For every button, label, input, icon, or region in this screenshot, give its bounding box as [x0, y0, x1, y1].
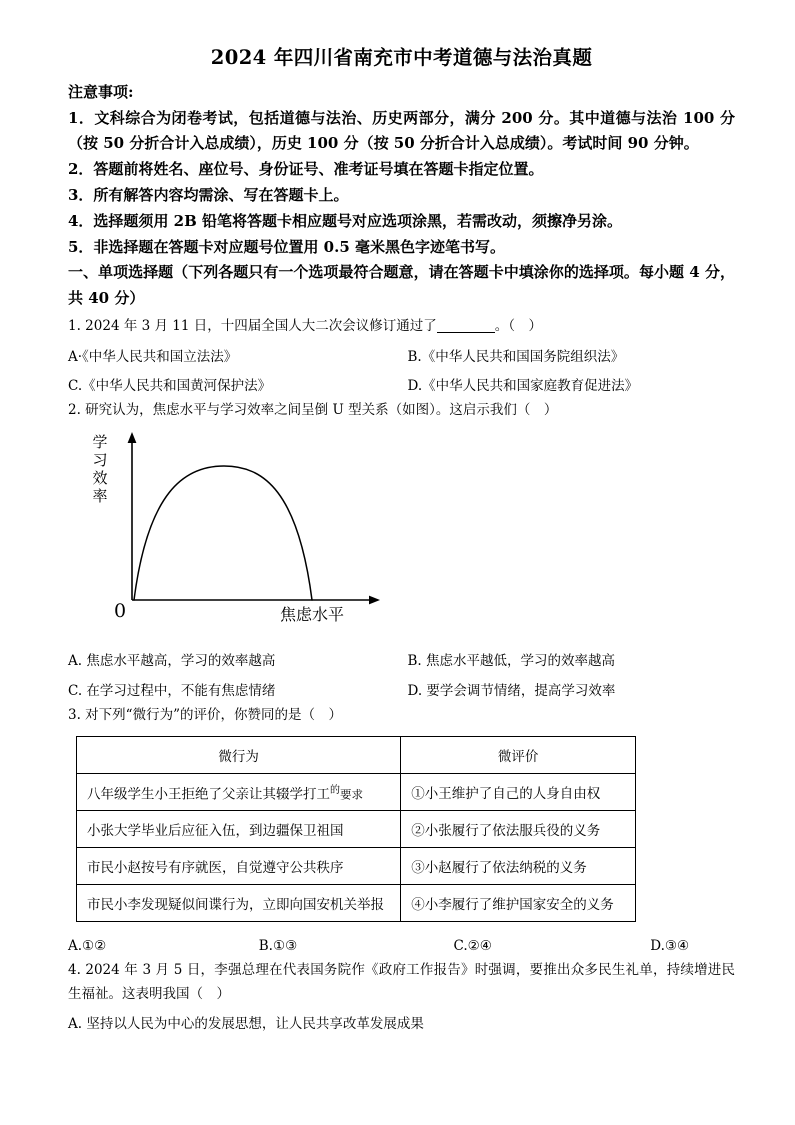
- y-label-char-3: 效: [92, 468, 108, 487]
- option-3a[interactable]: A.①②: [68, 937, 107, 954]
- y-label-char-1: 学: [92, 433, 108, 452]
- table-cell-behavior: 市民小赵按号有序就医，自觉遵守公共秩序: [77, 847, 401, 884]
- question-2-options-row-2: [68, 681, 735, 701]
- chart-origin-label: 0: [114, 600, 127, 623]
- option-1d[interactable]: D.《中华人民共和国家庭教育促进法》: [407, 378, 639, 395]
- notice-item-1: 1．文科综合为闭卷考试，包括道德与法治、历史两部分，满分 200 分。其中道德与法治 100 分（按 50 分折合计入总成绩），历史 100 分（按 50 分折合计入总成绩）。考试时间 90 分钟。: [68, 108, 735, 153]
- chart-plot-area: [84, 430, 414, 638]
- section-heading: 一、单项选择题（下列各题只有一个选项最符合题意，请在答题卡中填涂你的选择项。每小题 4 分，共 40 分）: [68, 263, 735, 308]
- micro-behavior-table: [76, 736, 636, 922]
- question-1-options-row-1: [68, 347, 735, 367]
- notice-item-4: 4．选择题须用 2B 铅笔将答题卡相应题号对应选项涂黑，若需改动，须擦净另涂。: [68, 211, 623, 230]
- table-cell-comment: ②小张履行了依法服兵役的义务: [401, 810, 636, 847]
- question-1-stem-tail: 。（ ）: [494, 317, 543, 334]
- chart-curve: [134, 466, 312, 600]
- option-1b[interactable]: B.《中华人民共和国国务院组织法》: [407, 348, 625, 365]
- notice-item-3: 3．所有解答内容均需涂、写在答题卡上。: [68, 185, 349, 204]
- notice-item-2: 2．答题前将姓名、座位号、身份证号、准考证号填在答题卡指定位置。: [68, 160, 544, 179]
- behavior-main-text: 八年级学生小王拒绝了父亲让其辍学打工: [87, 786, 330, 803]
- table-row: [77, 773, 636, 810]
- option-2c[interactable]: C. 在学习过程中，不能有焦虑情绪: [68, 682, 276, 699]
- table-cell-comment: ①小王维护了自己的人身自由权: [401, 773, 636, 810]
- option-4a[interactable]: A. 坚持以人民为中心的发展思想，让人民共享改革发展成果: [68, 1016, 424, 1033]
- option-2b[interactable]: B. 焦虑水平越低，学习的效率越高: [407, 653, 616, 670]
- question-1-options-row-2: [68, 376, 735, 396]
- table-cell-behavior: 小张大学毕业后应征入伍，到边疆保卫祖国: [77, 810, 401, 847]
- behavior-tail-text: 要求: [340, 787, 363, 802]
- question-4-stem: 4. 2024 年 3 月 5 日，李强总理在代表国务院作《政府工作报告》时强调，要推出众多民生礼单，持续增进民生福祉。这表明我国（ ）: [68, 962, 735, 1003]
- option-3d[interactable]: D.③④: [650, 937, 690, 954]
- inverted-u-chart: [68, 430, 735, 642]
- table-cell-comment: ④小李履行了维护国家安全的义务: [401, 884, 636, 921]
- table-header-comment: 微评价: [401, 736, 636, 773]
- chart-svg: [84, 430, 414, 638]
- table-row: [77, 810, 636, 847]
- fill-in-blank: [437, 332, 495, 333]
- option-1c[interactable]: C.《中华人民共和国黄河保护法》: [68, 378, 272, 395]
- page-title: 2024 年四川省南充市中考道德与法治真题: [210, 46, 593, 69]
- table-header-row: [77, 736, 636, 773]
- table-cell-behavior: [77, 773, 401, 810]
- y-label-char-2: 习: [92, 451, 108, 470]
- question-2-options-row-1: [68, 651, 735, 671]
- option-2d[interactable]: D. 要学会调节情绪，提高学习效率: [407, 682, 616, 699]
- question-3-stem: 3. 对下列“微行为”的评价，你赞同的是（ ）: [68, 706, 342, 723]
- table-row: [77, 847, 636, 884]
- chart-x-axis-label: 焦虑水平: [280, 605, 345, 625]
- table-cell-behavior: 市民小李发现疑似间谍行为，立即向国安机关举报: [77, 884, 401, 921]
- question-1-stem-text: 1. 2024 年 3 月 11 日，十四届全国人大二次会议修订通过了: [68, 317, 437, 334]
- option-3c[interactable]: C.②④: [453, 937, 492, 954]
- behavior-superscript: 的: [330, 785, 340, 797]
- table-cell-comment: ③小赵履行了依法纳税的义务: [401, 847, 636, 884]
- chart-y-axis-arrow: [128, 432, 137, 443]
- question-3-options-row: [68, 936, 735, 956]
- question-1-stem: [68, 314, 735, 338]
- option-1a[interactable]: A·《中华人民共和国立法法》: [68, 348, 238, 365]
- question-2-stem: 2. 研究认为，焦虑水平与学习效率之间呈倒 U 型关系（如图）。这启示我们（ ）: [68, 402, 558, 419]
- chart-x-axis-arrow: [369, 596, 380, 605]
- y-label-char-4: 率: [92, 486, 108, 505]
- table-row: [77, 884, 636, 921]
- table-header-behavior: 微行为: [77, 736, 401, 773]
- option-2a[interactable]: A. 焦虑水平越高，学习的效率越高: [68, 653, 276, 670]
- notice-heading: 注意事项:: [68, 83, 134, 102]
- option-3b[interactable]: B.①③: [258, 937, 298, 954]
- notice-item-5: 5．非选择题在答题卡对应题号位置用 0.5 毫米黑色字迹笔书写。: [68, 237, 505, 256]
